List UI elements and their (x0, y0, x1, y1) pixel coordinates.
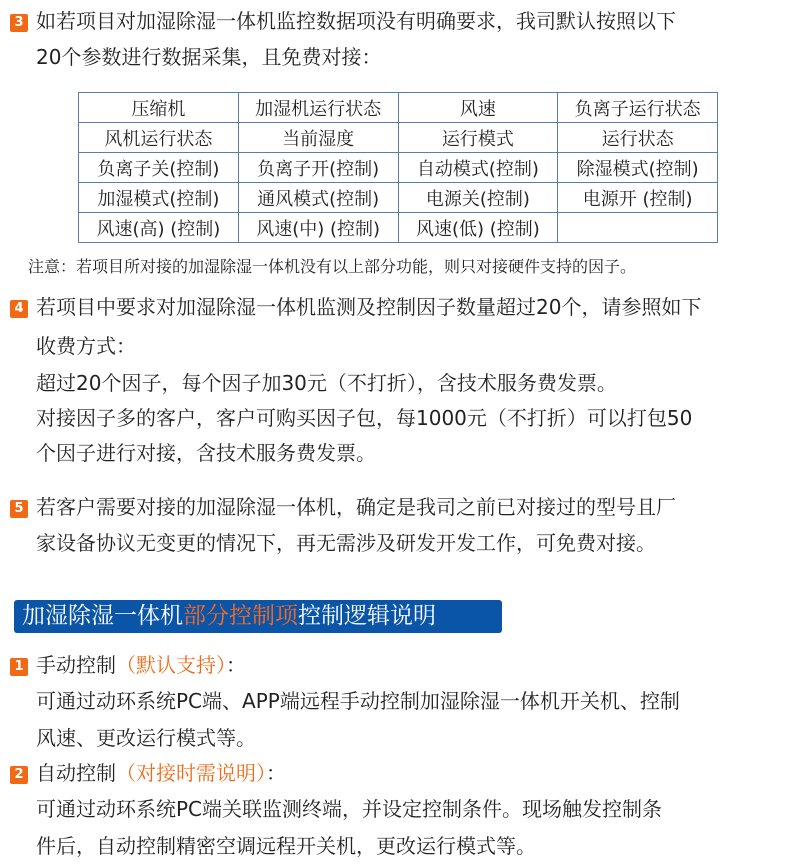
table-cell: 加湿机运行状态 (238, 93, 398, 123)
auto-line-1: 可通过动环系统PC端关联监测终端，并设定控制条件。现场触发控制条 (36, 797, 663, 821)
manual-line-2: 风速、更改运行模式等。 (36, 726, 256, 750)
table-row (79, 93, 718, 123)
colon: ： (226, 653, 246, 677)
parameter-table (78, 92, 718, 243)
table-row (79, 123, 718, 153)
number-badge-5: 5 (10, 500, 28, 518)
number-badge-3: 3 (10, 14, 28, 32)
heading-highlight: 部分控制项 (183, 603, 298, 629)
table-cell: 风速(低) (控制) (398, 213, 558, 243)
item-3-line-1 (10, 8, 676, 34)
table-row (79, 153, 718, 183)
table-row (79, 213, 718, 243)
auto-paren: （对接时需说明） (116, 761, 266, 785)
table-cell: 电源开 (控制) (558, 183, 718, 213)
item-3-text: 如若项目对加湿除湿一体机监控数据项没有明确要求，我司默认按照以下 (36, 9, 676, 33)
table-cell: 风速(高) (控制) (79, 213, 239, 243)
table-cell: 自动模式(控制) (398, 153, 558, 183)
item-4-line-2: 收费方式： (36, 334, 136, 358)
item-4-text: 若项目中要求对加湿除湿一体机监测及控制因子数量超过20个，请参照如下 (36, 295, 702, 319)
colon: ： (266, 761, 286, 785)
table-cell: 风速(中) (控制) (238, 213, 398, 243)
table-cell: 电源关(控制) (398, 183, 558, 213)
manual-control-title (10, 652, 246, 678)
section-heading (14, 600, 502, 633)
table-cell: 负离子关(控制) (79, 153, 239, 183)
auto-control-title (10, 760, 286, 786)
table-cell (558, 213, 718, 243)
table-cell: 加湿模式(控制) (79, 183, 239, 213)
table-cell: 通风模式(控制) (238, 183, 398, 213)
auto-line-2: 件后，自动控制精密空调远程开关机，更改运行模式等。 (36, 834, 536, 858)
number-badge-1: 1 (10, 658, 28, 676)
manual-paren: （默认支持） (116, 653, 226, 677)
auto-title: 自动控制 (36, 761, 116, 785)
number-badge-2: 2 (10, 766, 28, 784)
table-row (79, 183, 718, 213)
item-4-line-3: 超过20个因子，每个因子加30元（不打折），含技术服务费发票。 (36, 371, 617, 395)
table-cell: 运行状态 (558, 123, 718, 153)
item-5-line-2: 家设备协议无变更的情况下，再无需涉及研发开发工作，可免费对接。 (36, 531, 656, 555)
table-cell: 压缩机 (79, 93, 239, 123)
item-4-line-4: 对接因子多的客户，客户可购买因子包，每1000元（不打折）可以打包50 (36, 406, 693, 430)
item-3-line-2: 20个参数进行数据采集，且免费对接： (36, 45, 382, 69)
number-badge-4: 4 (10, 300, 28, 318)
table-cell: 当前湿度 (238, 123, 398, 153)
item-5-line-1 (10, 494, 676, 520)
note-text: 注意：若项目所对接的加湿除湿一体机没有以上部分功能，则只对接硬件支持的因子。 (28, 257, 637, 276)
manual-line-1: 可通过动环系统PC端、APP端远程手动控制加湿除湿一体机开关机、控制 (36, 689, 680, 713)
table-cell: 除湿模式(控制) (558, 153, 718, 183)
manual-title: 手动控制 (36, 653, 116, 677)
item-5-text: 若客户需要对接的加湿除湿一体机，确定是我司之前已对接过的型号且厂 (36, 495, 676, 519)
table-cell: 风机运行状态 (79, 123, 239, 153)
table-cell: 运行模式 (398, 123, 558, 153)
item-4-line-1 (10, 294, 701, 320)
heading-part-2: 控制逻辑说明 (298, 603, 436, 629)
table-cell: 风速 (398, 93, 558, 123)
heading-part-1: 加湿除湿一体机 (22, 603, 183, 629)
item-4-line-5: 个因子进行对接，含技术服务费发票。 (36, 441, 376, 465)
table-cell: 负离子开(控制) (238, 153, 398, 183)
table-cell: 负离子运行状态 (558, 93, 718, 123)
